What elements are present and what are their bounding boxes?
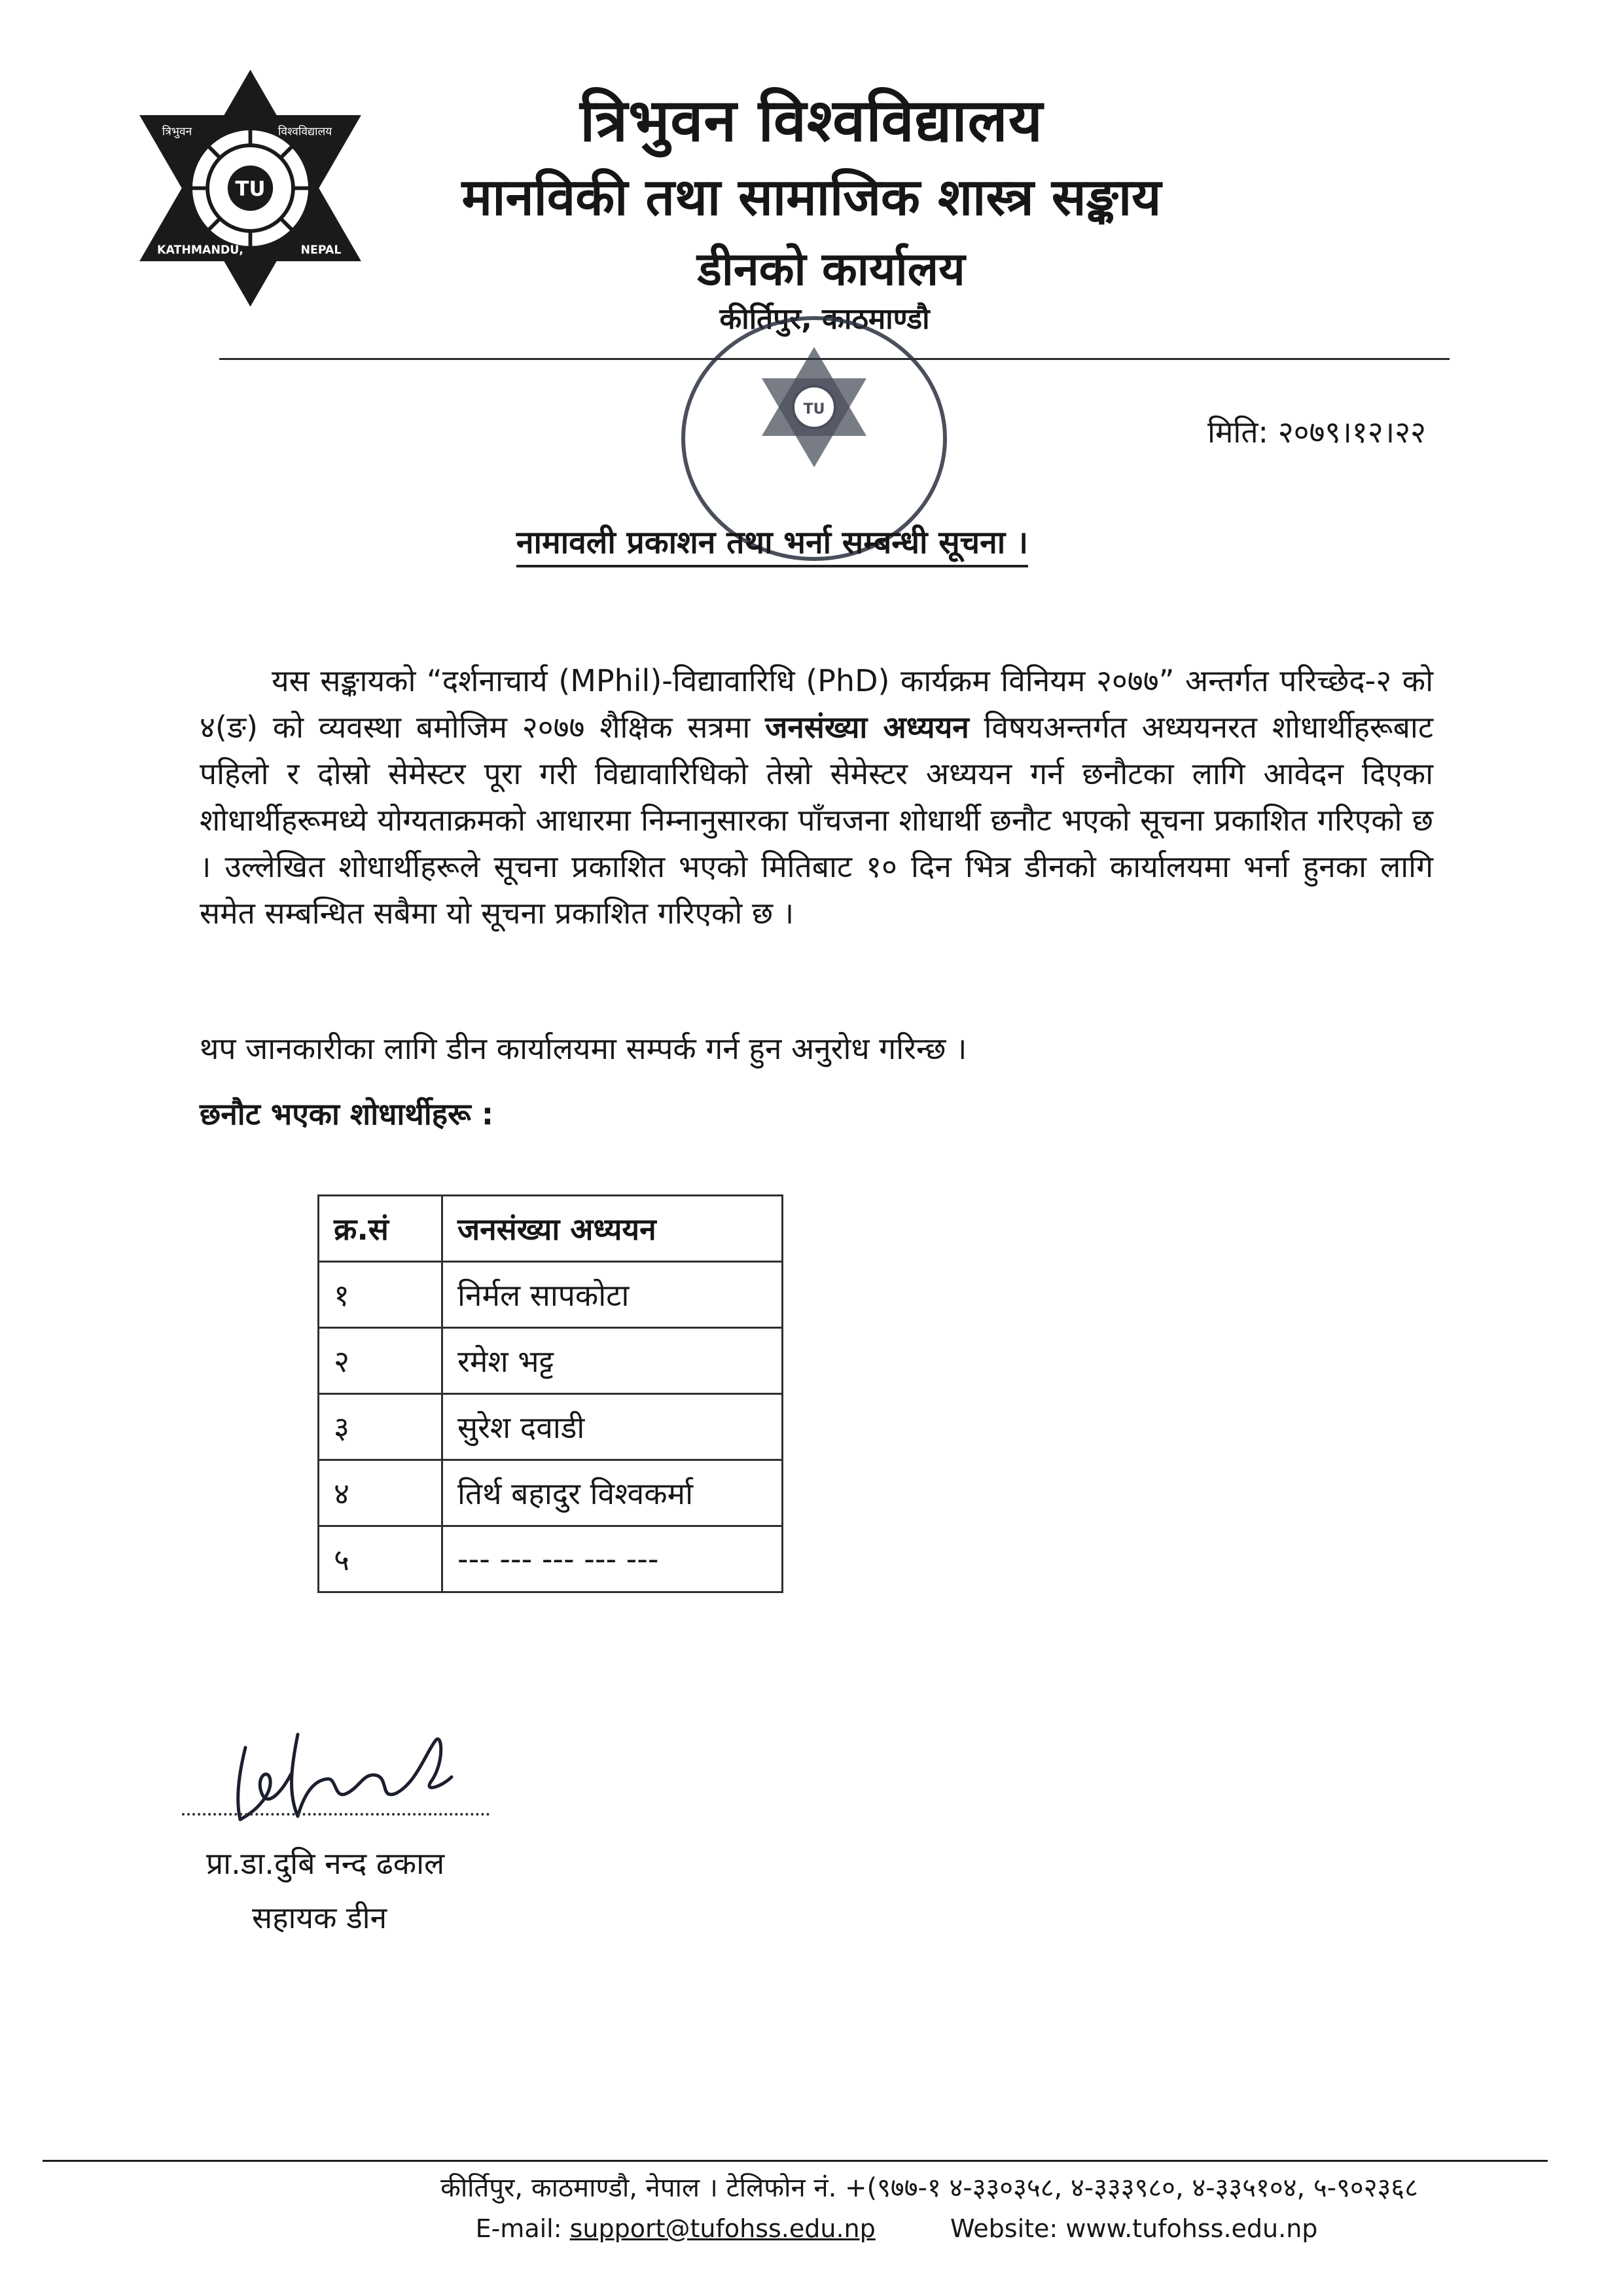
serial-number-cell: १ bbox=[319, 1262, 442, 1328]
table-row bbox=[319, 1262, 783, 1328]
signature-line bbox=[182, 1813, 490, 1816]
selected-scholars-heading: छनौट भएका शोधार्थीहरू : bbox=[200, 1096, 494, 1132]
body-text-part-1: यस सङ्कायको “दर्शनाचार्य (MPhil)-विद्यावारिधि (PhD) कार्यक्रम विनियम २०७७” अन्तर्गत परिच्छेद-२ को ४(ङ) को व्यवस्था बमोजिम २०७७ शैक्षिक सत्रमा bbox=[200, 663, 1433, 745]
office-address: कीर्तिपुर, काठमाण्डौ bbox=[719, 302, 930, 336]
scholar-name-cell: --- --- --- --- --- bbox=[442, 1526, 783, 1592]
svg-text:TU: TU bbox=[235, 177, 266, 202]
scholar-name-cell: तिर्थ बहादुर विश्वकर्मा bbox=[442, 1460, 783, 1526]
serial-number-cell: २ bbox=[319, 1328, 442, 1394]
subject-area-highlight: जनसंख्या अध्ययन bbox=[765, 709, 969, 745]
svg-text:KATHMANDU,: KATHMANDU, bbox=[157, 243, 243, 257]
website-link[interactable]: www.tufohss.edu.np bbox=[1065, 2214, 1318, 2243]
notice-date bbox=[1207, 411, 1426, 452]
footer-contact bbox=[0, 2214, 1623, 2243]
table-row bbox=[319, 1328, 783, 1394]
university-name: त्रिभुवन विश्वविद्यालय bbox=[580, 86, 1043, 155]
svg-text:TU: TU bbox=[803, 401, 825, 418]
handwritten-signature-icon bbox=[200, 1695, 507, 1846]
email-label: E-mail: bbox=[475, 2214, 562, 2243]
body-text-part-2: विषयअन्तर्गत अध्ययनरत शोधार्थीहरूबाट पहिलो र दोस्रो सेमेस्टर पूरा गरी विद्यावारिधिको तेस्रो सेमेस्टर अध्ययन गर्न छनौटका लागि आवेदन दिएका शोधार्थीहरूमध्ये योग्यताक्रमको आधारमा निम्नानुसारका पाँचजना शोधार्थी छनौट भएको सूचना प्रकाशित गरिएको छ । उल्लेखित शोधार्थीहरूले सूचना प्रकाशित भएको मितिबाट १० दिन भित्र डीनको कार्यालयमा भर्ना हुनका लागि समेत सम्बन्धित सबैमा यो सूचना प्रकाशित गरिएको छ । bbox=[200, 709, 1433, 931]
table-row bbox=[319, 1460, 783, 1526]
date-label: मिति: bbox=[1207, 414, 1269, 450]
serial-number-cell: ५ bbox=[319, 1526, 442, 1592]
svg-text:विश्वविद्यालय: विश्वविद्यालय bbox=[277, 125, 332, 139]
selected-scholars-table bbox=[317, 1194, 783, 1593]
office-name: डीनको कार्यालय bbox=[697, 242, 965, 296]
svg-text:NEPAL: NEPAL bbox=[300, 243, 342, 257]
subject-text: नामावली प्रकाशन तथा भर्ना सम्बन्धी सूचना । bbox=[516, 524, 1028, 567]
serial-number-header: क्र.सं bbox=[319, 1196, 442, 1262]
footer-address-phone: कीर्तिपुर, काठमाण्डौ, नेपाल । टेलिफोन नं. +(९७७-१ ४-३३०३५८, ४-३३३९८०, ४-३३५१०४, ५-९०२३६८ bbox=[440, 2173, 1418, 2203]
notice-subject bbox=[0, 520, 1623, 563]
signatory-title: सहायक डीन bbox=[252, 1900, 387, 1935]
signatory-name: प्रा.डा.दुबि नन्द ढकाल bbox=[206, 1846, 445, 1881]
table-header-row bbox=[319, 1196, 783, 1262]
notice-body-paragraph bbox=[200, 658, 1433, 937]
scholar-name-cell: सुरेश दवाडी bbox=[442, 1394, 783, 1460]
table-row bbox=[319, 1394, 783, 1460]
footer-divider bbox=[43, 2160, 1548, 2162]
scholar-name-cell: रमेश भट्ट bbox=[442, 1328, 783, 1394]
website-label: Website: bbox=[950, 2214, 1058, 2243]
serial-number-cell: ४ bbox=[319, 1460, 442, 1526]
svg-text:त्रिभुवन: त्रिभुवन bbox=[162, 125, 192, 139]
email-link[interactable]: support@tufohss.edu.np bbox=[569, 2214, 876, 2243]
date-value: २०७९।१२।२२ bbox=[1277, 414, 1426, 450]
contact-request-paragraph: थप जानकारीका लागि डीन कार्यालयमा सम्पर्क गर्न हुन अनुरोध गरिन्छ । bbox=[200, 1031, 967, 1066]
serial-number-cell: ३ bbox=[319, 1394, 442, 1460]
name-column-header: जनसंख्या अध्ययन bbox=[442, 1196, 783, 1262]
scholar-name-cell: निर्मल सापकोटा bbox=[442, 1262, 783, 1328]
faculty-name: मानविकी तथा सामाजिक शास्त्र सङ्काय bbox=[461, 168, 1162, 227]
table-row bbox=[319, 1526, 783, 1592]
